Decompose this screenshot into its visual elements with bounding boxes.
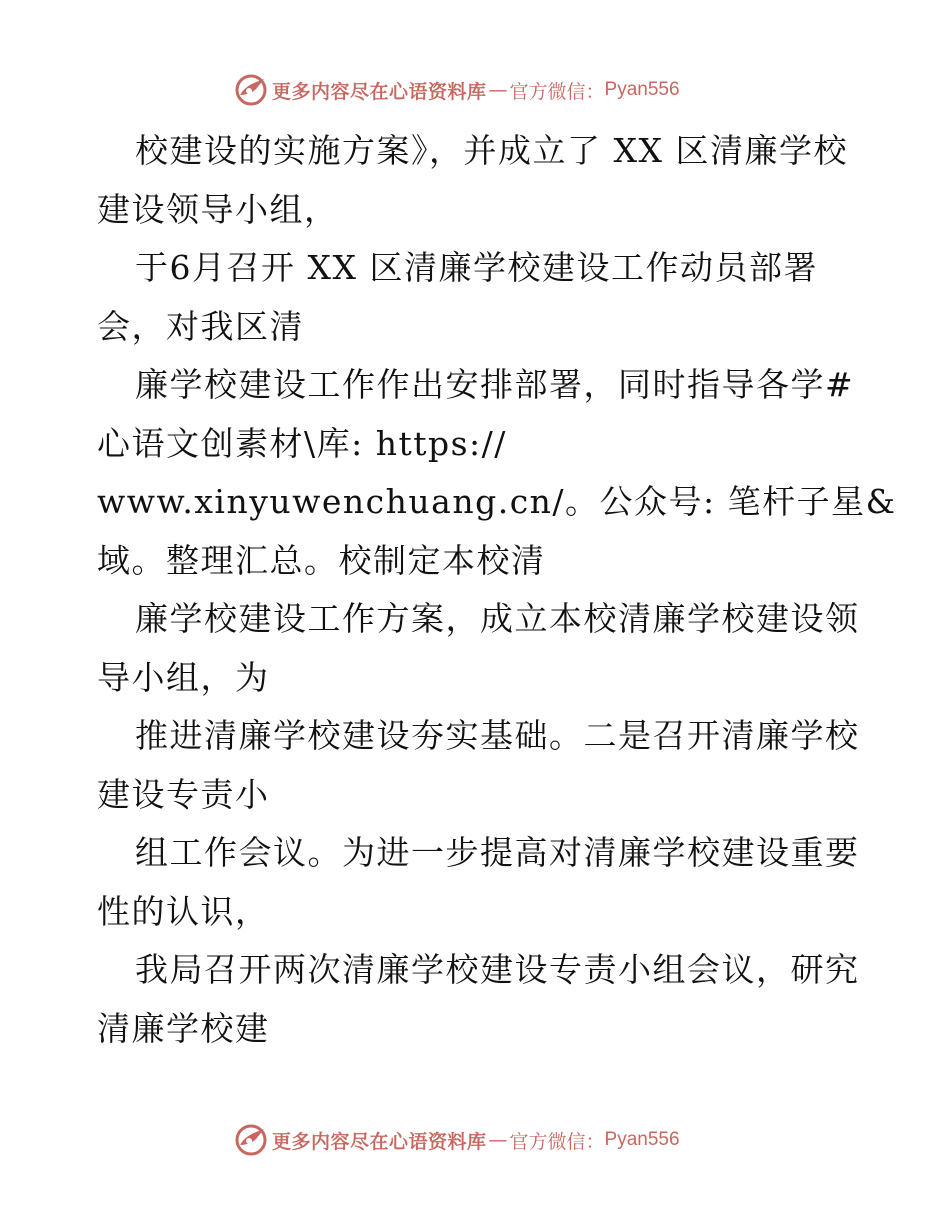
banner-wechat-label: 官方微信： bbox=[509, 1130, 605, 1153]
text-line: 廉学校建设工作方案，成立本校清廉学校建设领 bbox=[135, 599, 860, 638]
header-banner bbox=[234, 72, 754, 108]
text-line: www.xinyuwenchuang.cn/。公众号: 笔杆子星& bbox=[97, 482, 897, 521]
banner-text: 更多内容尽在心语资料库 bbox=[272, 80, 487, 103]
banner-separator: — bbox=[488, 79, 508, 101]
text-line: 校建设的实施方案》，并成立了 XX 区清廉学校 bbox=[135, 131, 848, 170]
text-line: 于6月召开 XX 区清廉学校建设工作动员部署 bbox=[135, 248, 818, 287]
text-line: 性的认识， bbox=[97, 891, 270, 931]
text-line: 推进清廉学校建设夯实基础。二是召开清廉学校 bbox=[135, 716, 860, 755]
text-line: 我局召开两次清廉学校建设专责小组会议，研究 bbox=[135, 950, 860, 989]
banner-wechat-id: Pyan556 bbox=[604, 79, 680, 100]
text-line: 心语文创素材\库: https:// bbox=[97, 423, 507, 463]
text-line: 建设领导小组， bbox=[97, 189, 339, 229]
text-line: 组工作会议。为进一步提高对清廉学校建设重要 bbox=[135, 833, 860, 872]
text-line: 会，对我区清 bbox=[97, 306, 304, 346]
text-line: 域。整理汇总。校制定本校清 bbox=[97, 540, 546, 580]
text-line: 建设专责小 bbox=[97, 774, 270, 814]
pen-logo-icon bbox=[234, 1123, 268, 1157]
text-line: 导小组，为 bbox=[97, 657, 270, 697]
banner-text: 更多内容尽在心语资料库 bbox=[272, 1130, 487, 1153]
pen-logo-icon bbox=[234, 73, 268, 107]
banner-separator: — bbox=[488, 1129, 508, 1151]
text-line: 廉学校建设工作作出安排部署，同时指导各学# bbox=[135, 365, 855, 404]
text-line: 清廉学校建 bbox=[97, 1008, 270, 1048]
footer-banner bbox=[234, 1122, 754, 1158]
banner-wechat-label: 官方微信： bbox=[509, 80, 605, 103]
banner-wechat-id: Pyan556 bbox=[604, 1129, 680, 1150]
document-body bbox=[97, 122, 897, 1058]
